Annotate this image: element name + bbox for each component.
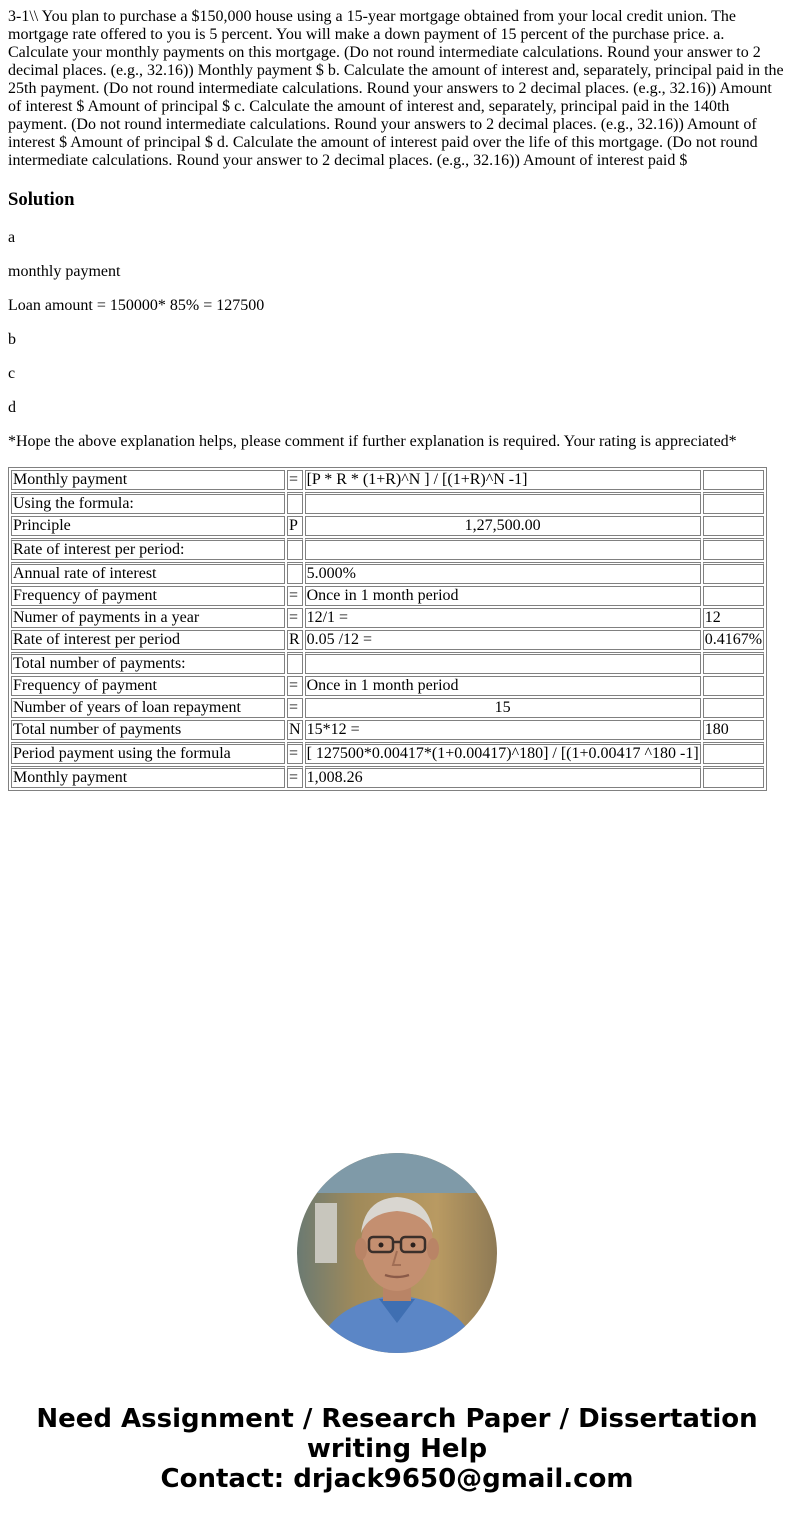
table-cell [703, 586, 764, 606]
table-cell: 15 [305, 698, 701, 718]
table-row [11, 492, 764, 514]
table-cell: = [287, 676, 303, 696]
table-row [11, 676, 764, 696]
table-cell [703, 676, 764, 696]
table-row [11, 608, 764, 628]
table-cell [703, 562, 764, 584]
promo-contact: Contact: drjack9650@gmail.com [160, 1464, 634, 1494]
part-c-label: c [8, 365, 16, 382]
table-cell [703, 766, 764, 788]
table-cell [703, 516, 764, 536]
table-row [11, 470, 764, 490]
part-d-label: d [8, 399, 16, 416]
solution-heading: Solution [8, 189, 75, 210]
question-text: 3-1\\ You plan to purchase a $150,000 house using a 15-year mortgage obtained from your local credit union. The mortgage rate offered to you is 5 percent. You will make a down payment of 15 percent of the purchase price. a. Calculate your monthly payments on this mortgage. (Do not round intermediate calculations. Round your answer to 2 decimal places. (e.g., 32.16)) Monthly payment $ b. Calculate the amount of interest and, separately, principal paid in the 25th payment. (Do not round intermediate calculations. Round your answers to 2 decimal places. (e.g., 32.16)) Amount of interest $ Amount of principal $ c. Calculate the amount of interest and, separately, principal paid in the 140th payment. (Do not round intermediate calculations. Round your answers to 2 decimal places. (e.g., 32.16)) Amount of interest $ Amount of principal $ d. Calculate the amount of interest paid over the life of this mortgage. (Do not round intermediate calculations. Round your answer to 2 decimal places. (e.g., 32.16)) Amount of interest paid $ [8, 8, 784, 169]
table-cell: N [289, 721, 301, 738]
table-row [11, 698, 764, 718]
table-cell: Monthly payment [11, 766, 285, 788]
table-cell [287, 652, 303, 674]
table-cell: Total number of payments [11, 720, 285, 740]
table-cell: Using the formula: [11, 492, 285, 514]
table-cell [703, 742, 764, 764]
table-row [11, 538, 764, 560]
table-cell: 0.4167% [704, 631, 763, 648]
table-cell: Frequency of payment [11, 586, 285, 606]
promo-line-2: writing Help [306, 1434, 488, 1464]
table-cell: Rate of interest per period [11, 630, 285, 650]
table-cell [305, 492, 701, 514]
loan-amount-line: Loan amount = 150000* 85% = 127500 [8, 297, 265, 314]
table-cell: = [287, 766, 303, 788]
table-cell: Once in 1 month period [305, 586, 701, 606]
table-cell: Number of years of loan repayment [11, 698, 285, 718]
part-a-label: a [8, 229, 16, 246]
table-cell: Period payment using the formula [11, 742, 285, 764]
table-cell: 12/1 = [305, 608, 701, 628]
table-cell [703, 492, 764, 514]
calculation-table [8, 467, 767, 791]
monthly-payment-label: monthly payment [8, 263, 121, 280]
table-row [11, 562, 764, 584]
table-row [11, 720, 764, 740]
table-cell: 1,008.26 [305, 766, 701, 788]
closing-note: *Hope the above explanation helps, please comment if further explanation is required. Your rating is appreciated* [8, 433, 737, 450]
table-cell [305, 652, 701, 674]
table-cell [287, 492, 303, 514]
table-cell [305, 538, 701, 560]
table-cell: = [287, 698, 303, 718]
table-cell: [ 127500*0.00417*(1+0.00417)^180] / [(1+0.00417 ^180 -1] [305, 742, 701, 764]
table-cell: = [287, 742, 303, 764]
table-cell [287, 562, 303, 584]
table-cell [703, 698, 764, 718]
table-row [11, 742, 764, 764]
table-cell: = [287, 586, 303, 606]
table-cell [287, 538, 303, 560]
table-cell: = [287, 470, 303, 490]
table-cell: 1,27,500.00 [305, 516, 701, 536]
table-cell: = [287, 608, 303, 628]
table-row [11, 586, 764, 606]
table-cell: Monthly payment [11, 470, 285, 490]
table-cell: Principle [11, 516, 285, 536]
part-b-label: b [8, 331, 16, 348]
table-cell: 15*12 = [305, 720, 701, 740]
avatar-image [297, 1153, 497, 1353]
table-cell: P [287, 516, 303, 536]
table-cell: 0.05 /12 = [305, 630, 701, 650]
table-cell: Total number of payments: [11, 652, 285, 674]
table-cell: Once in 1 month period [305, 676, 701, 696]
table-row [11, 516, 764, 536]
promo-banner [0, 1404, 794, 1494]
author-photo [297, 1153, 497, 1353]
table-cell: R [287, 630, 303, 650]
table-cell: Annual rate of interest [11, 562, 285, 584]
table-row [11, 652, 764, 674]
table-cell: Numer of payments in a year [11, 608, 285, 628]
table-cell: Rate of interest per period: [11, 538, 285, 560]
table-cell: 180 [703, 720, 764, 740]
table-cell [703, 652, 764, 674]
table-cell: 5.000% [305, 562, 701, 584]
table-cell: Frequency of payment [11, 676, 285, 696]
table-cell: [P * R * (1+R)^N ] / [(1+R)^N -1] [305, 470, 701, 490]
promo-line-1: Need Assignment / Research Paper / Dissertation [36, 1404, 758, 1434]
table-cell [703, 470, 764, 490]
table-row [11, 630, 764, 650]
table-cell: 12 [703, 608, 764, 628]
table-cell [703, 538, 764, 560]
table-row [11, 766, 764, 788]
